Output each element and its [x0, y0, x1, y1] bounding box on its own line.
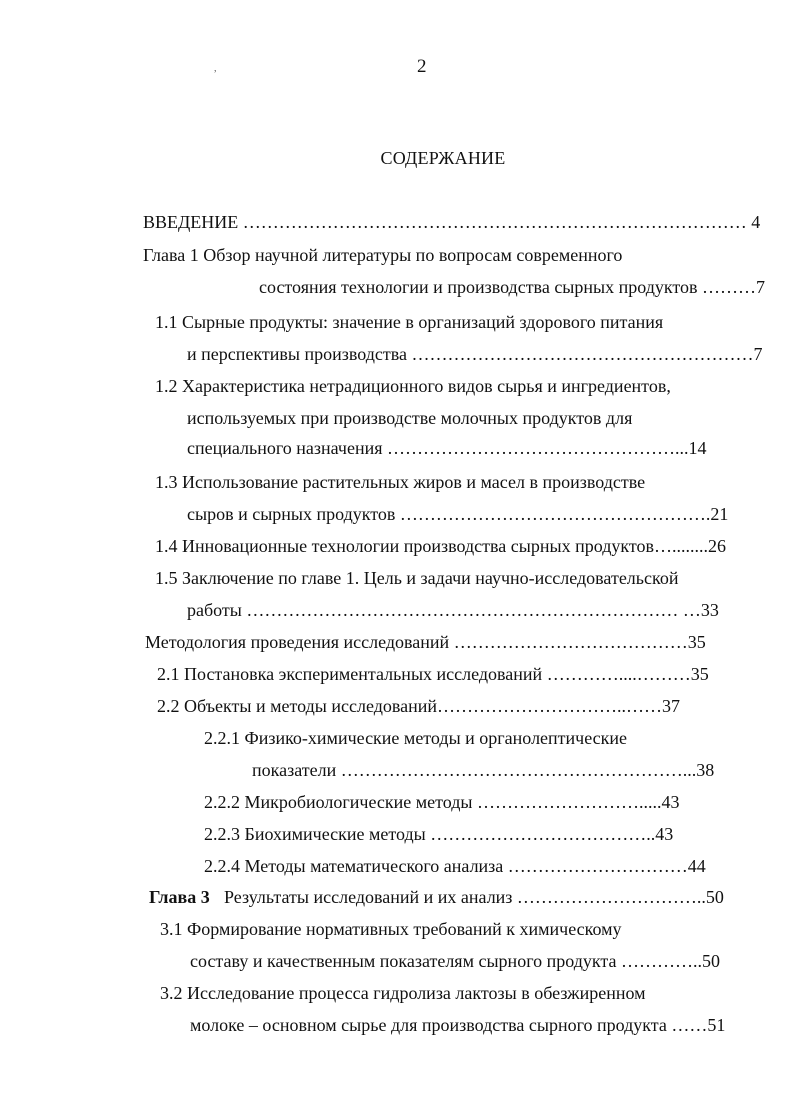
toc-chapter-3-title: Результаты исследований и их анализ …………………………..50	[224, 887, 724, 907]
toc-entry-introduction: ВВЕДЕНИЕ ………………………………………………………………………… 4	[143, 212, 761, 232]
scan-speck: ,	[214, 63, 217, 74]
toc-section-2-2-3: 2.2.3 Биохимические методы ………………………………..43	[204, 824, 674, 844]
toc-section-1-2-line-1: 1.2 Характеристика нетрадиционного видов сырья и ингредиентов,	[155, 376, 671, 396]
toc-section-2-1: 2.1 Постановка экспериментальных исследований …………....………35	[157, 664, 709, 684]
toc-title	[0, 149, 797, 167]
toc-section-1-3-line-1: 1.3 Использование растительных жиров и масел в производстве	[155, 472, 646, 492]
toc-section-2-2-1-line-1: 2.2.1 Физико-химические методы и органолептические	[204, 728, 628, 748]
toc-section-3-2-line-2: молоке – основном сырье для производства сырного продукта ……51	[190, 1015, 726, 1035]
toc-section-1-3-line-2: сыров и сырных продуктов …………………………………………….21	[187, 504, 729, 524]
toc-chapter-2: Методология проведения исследований …………………………………35	[145, 632, 706, 652]
toc-section-1-5-line-1: 1.5 Заключение по главе 1. Цель и задачи научно-исследовательской	[155, 568, 679, 588]
toc-section-2-2-2: 2.2.2 Микробиологические методы ……………………….....43	[204, 792, 680, 812]
toc-section-3-1-line-2: составу и качественным показателям сырного продукта …………..50	[190, 951, 720, 971]
toc-section-2-2-4: 2.2.4 Методы математического анализа …………………………44	[204, 856, 706, 876]
toc-section-1-1-line-2: и перспективы производства …………………………………………………7	[187, 344, 763, 364]
toc-chapter-1-line-2: состояния технологии и производства сырных продуктов ………7	[259, 277, 766, 297]
toc-chapter-1-line-1: Глава 1 Обзор научной литературы по вопросам современного	[143, 245, 623, 265]
toc-section-3-2-line-1: 3.2 Исследование процесса гидролиза лактозы в обезжиренном	[160, 983, 646, 1003]
toc-section-2-2: 2.2 Объекты и методы исследований…………………………..……37	[157, 696, 681, 716]
toc-title-text: СОДЕРЖАНИЕ	[380, 148, 506, 168]
page-number: 2	[417, 56, 427, 77]
toc-section-1-2-line-3: специального назначения …………………………………………...14	[187, 438, 707, 458]
toc-section-2-2-1-line-2: показатели …………………………………………………...38	[252, 760, 715, 780]
toc-section-1-2-line-2: используемых при производстве молочных продуктов для	[187, 408, 633, 428]
toc-chapter-3-label: Глава 3	[149, 887, 210, 907]
toc-section-1-1-line-1: 1.1 Сырные продукты: значение в организаций здорового питания	[155, 312, 664, 332]
toc-section-1-4: 1.4 Инновационные технологии производства сырных продуктов…........26	[155, 536, 726, 556]
toc-section-3-1-line-1: 3.1 Формирование нормативных требований к химическому	[160, 919, 622, 939]
toc-section-1-5-line-2: работы ……………………………………………………………… …33	[187, 600, 719, 620]
